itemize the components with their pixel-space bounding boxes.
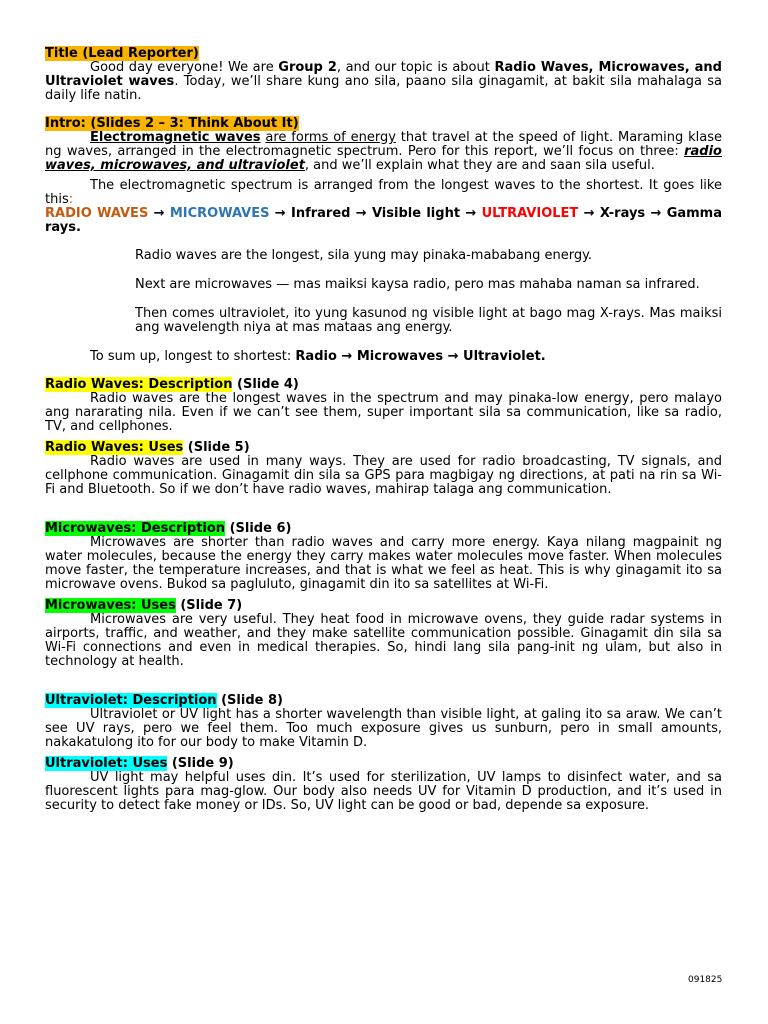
em-waves-term: Electromagnetic waves <box>90 130 261 145</box>
slide-ref: (Slide 8) <box>216 693 283 708</box>
microwaves-uses-text: Microwaves are very useful. They heat food in microwave ovens, they guide radar systems in airports, traffic, and weather, and they make satellite communication possible. Ginagamit din sila sa Wi-Fi connections and even in medical therapies. So, hindi lang sila pang-init ng ulam, but also in technology at health. <box>45 612 722 669</box>
slide-ref: (Slide 5) <box>183 440 250 455</box>
topic-name: Radio Waves, Microwaves, and Ultraviolet waves <box>45 60 722 89</box>
title-text-pre: Good day everyone! We are <box>90 60 279 75</box>
bullet-text: Then comes ultraviolet, ito yung kasunod ng visible light at bago mag X-rays. Mas maiksi ang wavelength niya at mas mataas ang energy. <box>135 306 722 335</box>
spectrum-intro-text: The electromagnetic spectrum is arranged from the longest waves to the shortest. It goes like this <box>45 178 722 207</box>
intro-paragraph-1 <box>45 131 722 173</box>
ultraviolet-uses-text: UV light may helpful uses din. It’s used for sterilization, UV lamps to disinfect water, and sa fluorescent lights para mag-glow. Our body also needs UV for Vitamin D production, and it’s used in security to detect fake money or IDs. So, UV light can be good or bad, depende sa exposure. <box>45 770 722 813</box>
summary-text: To sum up, longest to shortest: <box>90 349 296 364</box>
spectrum-bullet-list <box>45 249 722 335</box>
title-text-post: . Today, we’ll share kung ano sila, paano sila ginagamit, at bakit sila mahalaga sa daily life natin. <box>45 74 722 103</box>
focus-waves: radio waves, microwaves, and ultraviolet <box>45 144 722 173</box>
spectrum-line <box>45 207 722 235</box>
slide-ref: (Slide 4) <box>232 377 299 392</box>
radio-uses-heading: Radio Waves: Uses <box>45 440 184 455</box>
ultraviolet-description-section <box>45 694 722 750</box>
radio-uses-section <box>45 441 722 497</box>
intro-text-mid: that travel at the speed of light. Maraming klase ng waves, arranged in the electromagnetic spectrum. Pero for this report, we’ll focus on three: <box>45 130 722 159</box>
microwaves-description-section <box>45 522 722 592</box>
intro-heading: Intro: (Slides 2 – 3: Think About It) <box>45 116 299 131</box>
energy-phrase: are forms of energy <box>265 130 396 145</box>
intro-paragraph-2 <box>45 179 722 207</box>
spectrum-colon: : <box>68 192 74 207</box>
radio-uses-text: Radio waves are used in many ways. They are used for radio broadcasting, TV signals, and cellphone communication. Ginagamit din sila sa GPS para magbigay ng directions, at pati na rin sa Wi-Fi and Bluetooth. So if we don’t have radio waves, mahirap talaga ang communication. <box>45 454 722 497</box>
intro-text-post: , and we’ll explain what they are and saan sila useful. <box>304 158 655 173</box>
radio-description-text: Radio waves are the longest waves in the spectrum and may pinaka-low energy, pero malayo ang nararating nila. Even if we can’t see them, super important sila sa communication, like sa radio, TV, and cellphones. <box>45 391 722 434</box>
slide-ref: (Slide 6) <box>225 521 292 536</box>
ultraviolet-description-heading: Ultraviolet: Description <box>45 693 217 708</box>
spectrum-arrow: → <box>148 206 170 221</box>
list-item <box>45 249 722 263</box>
ultraviolet-uses-section <box>45 757 722 813</box>
summary-paragraph <box>45 350 722 364</box>
list-item <box>45 278 722 292</box>
radio-description-heading: Radio Waves: Description <box>45 377 233 392</box>
title-section <box>45 47 722 103</box>
title-paragraph <box>45 61 722 103</box>
list-item <box>45 307 722 335</box>
microwaves-description-text: Microwaves are shorter than radio waves and carry more energy. Kaya nilang magpainit ng water molecules, because the energy they carry makes water molecules move faster. When molecules move faster, the temperature increases, and that is what we feel as heat. This is why ginagamit ito sa microwave ovens. Bukod sa pagluluto, ginagamit din ito sa satellites at Wi-Fi. <box>45 535 722 592</box>
microwaves-uses-section <box>45 599 722 669</box>
spectrum-ultraviolet: ULTRAVIOLET <box>481 206 579 221</box>
microwaves-uses-heading: Microwaves: Uses <box>45 598 176 613</box>
group-name: Group 2 <box>278 60 337 75</box>
slide-ref: (Slide 9) <box>167 756 234 771</box>
microwaves-description-heading: Microwaves: Description <box>45 521 226 536</box>
intro-section <box>45 117 722 364</box>
slide-ref: (Slide 7) <box>175 598 243 613</box>
ultraviolet-uses-heading: Ultraviolet: Uses <box>45 756 168 771</box>
radio-description-section <box>45 378 722 434</box>
bullet-text: Next are microwaves — mas maiksi kaysa radio, pero mas mahaba naman sa infrared. <box>135 277 700 292</box>
ultraviolet-description-text: Ultraviolet or UV light has a shorter wavelength than visible light, at galing ito sa araw. We can’t see UV rays, pero we feel them. Too much exposure gives us sunburn, pero in small amounts, nakakatulong ito for our body to make Vitamin D. <box>45 707 722 750</box>
spectrum-microwaves: MICROWAVES <box>169 206 270 221</box>
title-text-mid: , and our topic is about <box>336 60 495 75</box>
footer-code: 091825 <box>688 975 723 985</box>
title-heading: Title (Lead Reporter) <box>45 46 199 61</box>
bullet-text: Radio waves are the longest, sila yung may pinaka-mababang energy. <box>135 248 593 263</box>
spectrum-end: → X-rays → Gamma rays. <box>45 206 722 235</box>
document-body <box>45 47 722 813</box>
summary-order: Radio → Microwaves → Ultraviolet. <box>295 349 546 364</box>
spectrum-radio: RADIO WAVES <box>45 206 149 221</box>
spectrum-middle: → Infrared → Visible light → <box>269 206 482 221</box>
